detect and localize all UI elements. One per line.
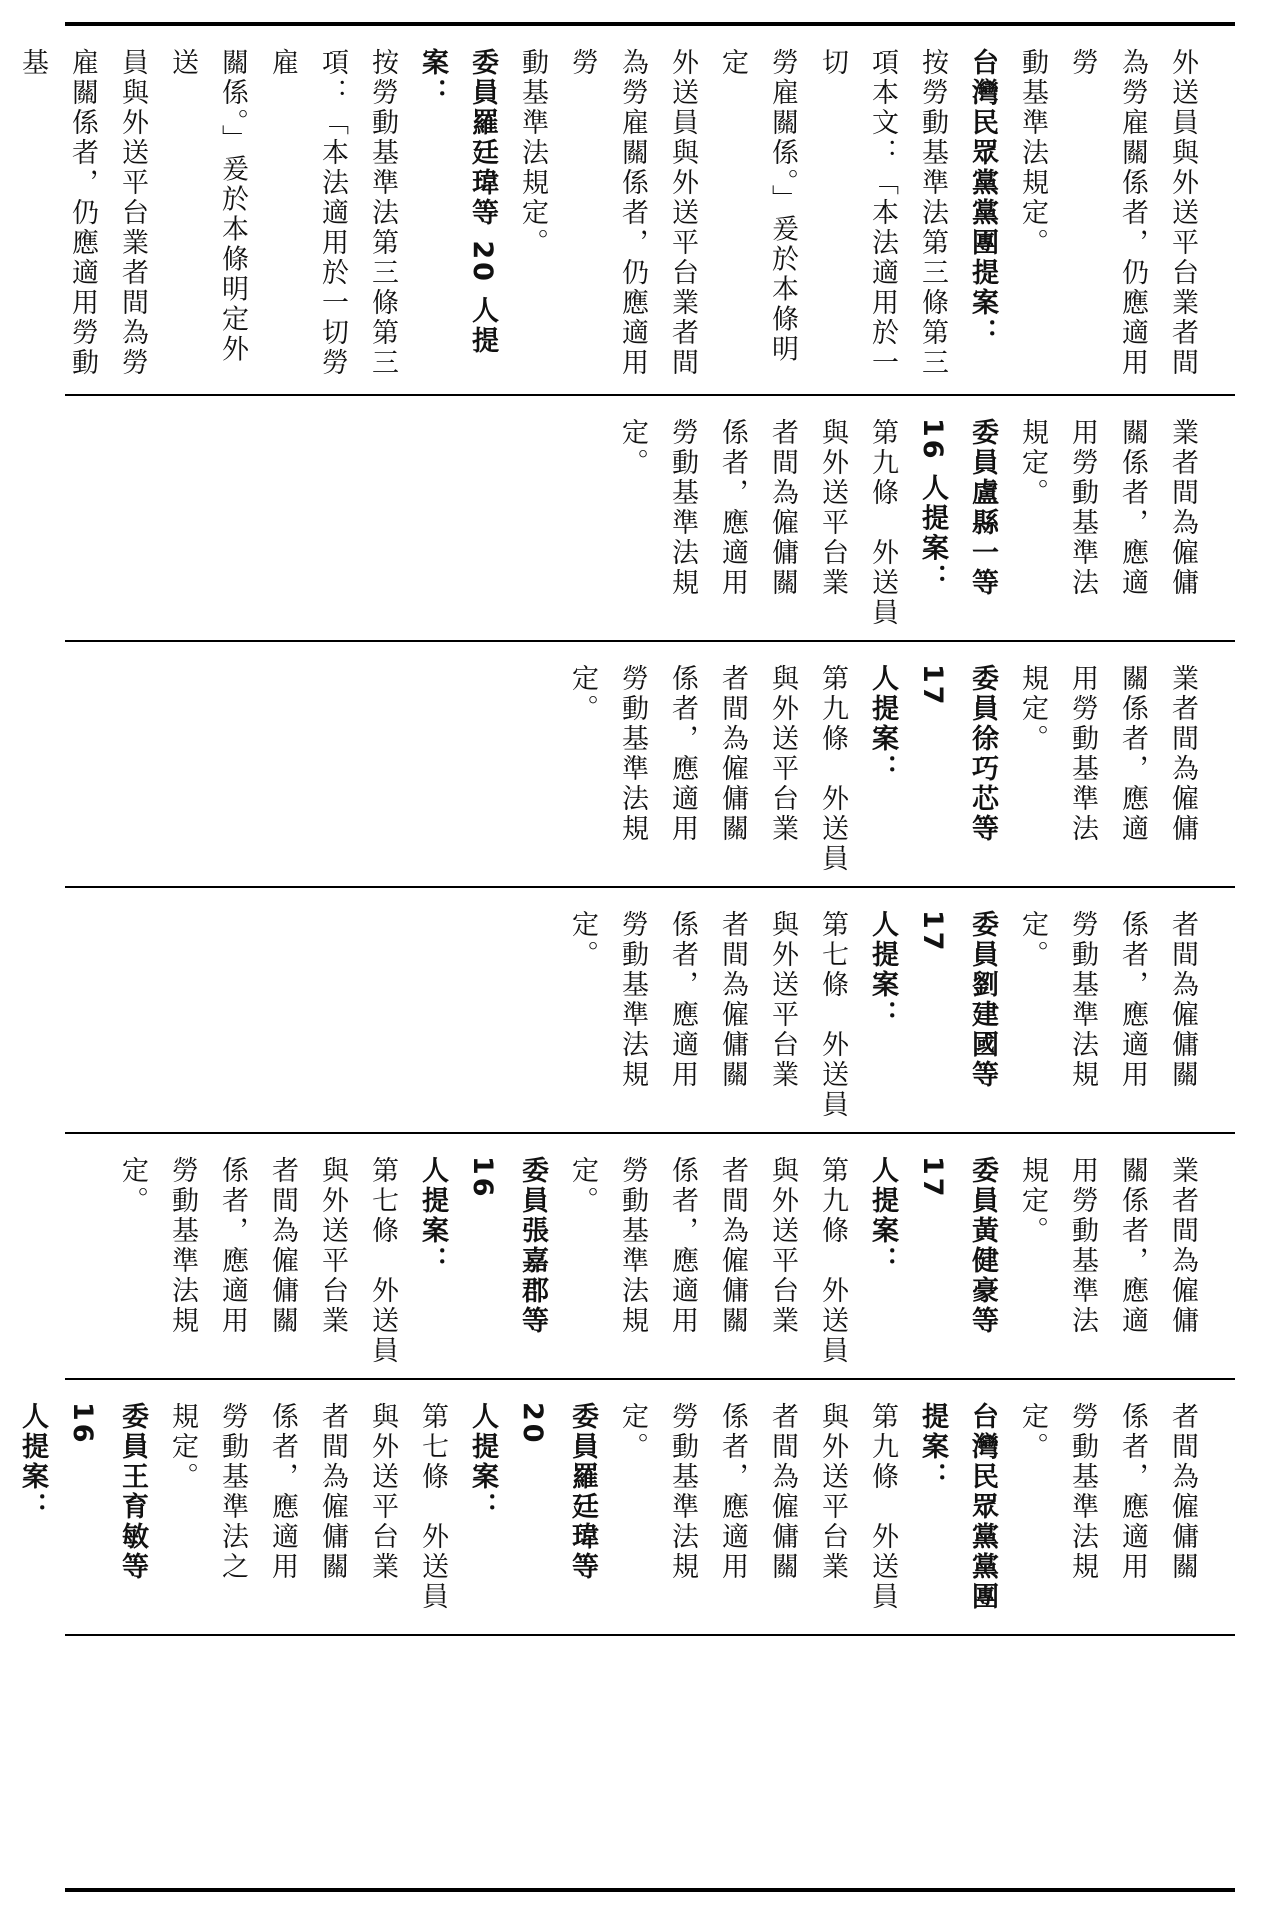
text-line: 規定。 [167,1402,198,1492]
proposal-heading: 16 人提案： [917,418,948,594]
text-line: 按勞動基準法第三條第三 [917,48,948,378]
table-row [65,1134,1235,1380]
text-line: 者間為僱傭關 [717,910,748,1090]
bottom-rule [65,1888,1235,1892]
text-line: 動基準法規定。 [1017,48,1048,258]
text-line: 與外送平台業 [367,1402,398,1582]
text-line: 員與外送平台業者間為勞 [117,48,148,378]
text-line: 係者，應適用 [217,1156,248,1336]
text-line: 第九條 外送員 [867,418,898,628]
text-line: 定。 [617,1402,648,1462]
proposal-heading: 台灣民眾黨黨團 [967,1402,998,1612]
text-line: 動基準法規定。 [517,48,548,258]
text-line: 與外送平台業 [767,1156,798,1336]
text-line: 用勞動基準法 [1067,664,1098,844]
text-line: 規定。 [1017,1156,1048,1246]
text-line: 與外送平台業 [767,664,798,844]
text-line: 第七條 外送員 [817,910,848,1120]
text-line: 第九條 外送員 [817,1156,848,1366]
text-line: 關係者，應適 [1117,664,1148,844]
text-line: 雇關係者，仍應適用勞動基 [17,48,98,378]
row-text [557,642,1235,886]
text-line: 者間為僱傭關 [317,1402,348,1582]
text-line: 與外送平台業 [767,910,798,1090]
proposal-heading: 委員羅廷瑋等 20 人提案： [417,48,498,357]
text-line: 者間為僱傭關 [717,664,748,844]
row-text [0,26,1235,394]
row-text [7,1380,1235,1634]
text-line: 係者，應適用 [267,1402,298,1582]
text-line: 第九條 外送員 [817,664,848,874]
text-line: 規定。 [1017,418,1048,508]
text-line: 定。 [567,664,598,724]
text-line: 項：「本法適用於一切勞雇 [267,48,348,378]
text-line: 者間為僱傭關 [767,1402,798,1582]
proposal-heading: 委員徐巧芯等 17 [917,664,998,844]
table-row [17,26,1235,396]
text-line: 定。 [567,1156,598,1216]
text-line: 係者，應適用 [667,664,698,844]
text-line: 與外送平台業 [317,1156,348,1336]
text-line: 者間為僱傭關 [717,1156,748,1336]
text-line: 定。 [117,1156,148,1216]
text-line: 勞動基準法規 [667,1402,698,1582]
text-line: 勞動基準法規 [1067,910,1098,1090]
text-line: 勞動基準法規 [167,1156,198,1336]
text-line [0,48,7,394]
text-line: 為勞雇關係者，仍應適用勞 [567,48,648,378]
proposal-heading: 人提案： [17,1402,48,1522]
proposal-heading: 台灣民眾黨黨團提案： [967,48,998,348]
text-line: 定。 [1017,1402,1048,1462]
text-line: 業者間為僱傭 [1167,664,1198,844]
proposal-heading: 委員張嘉郡等 16 [467,1156,548,1336]
proposal-heading: 委員黃健豪等 17 [917,1156,998,1336]
text-line: 用勞動基準法 [1067,1156,1098,1336]
proposal-heading: 委員盧縣一等 [967,418,998,598]
text-line: 業者間為僱傭 [1167,1156,1198,1336]
text-line: 係者，應適用 [667,1156,698,1336]
text-line: 勞動基準法規 [617,664,648,844]
text-line: 係者，應適用 [1117,1402,1148,1582]
text-line: 者間為僱傭關 [767,418,798,598]
text-line: 係者，應適用 [667,910,698,1090]
text-line: 用勞動基準法 [1067,418,1098,598]
proposal-heading: 委員羅廷瑋等 20 [517,1402,598,1582]
table-row [65,396,1235,642]
proposal-heading: 人提案： [867,1156,898,1276]
proposal-heading: 委員劉建國等 17 [917,910,998,1090]
text-line: 定。 [567,910,598,970]
text-line: 外送員與外送平台業者間 [667,48,698,378]
text-line: 勞動基準法規 [617,1156,648,1336]
text-line: 第九條 外送員 [867,1402,898,1612]
proposal-heading: 人提案： [867,664,898,784]
text-line: 勞動基準法之 [217,1402,248,1582]
text-line: 第七條 外送員 [367,1156,398,1366]
proposal-heading: 人提案： [417,1156,448,1276]
text-line: 者間為僱傭關 [1167,1402,1198,1582]
proposal-heading: 人提案： [867,910,898,1030]
text-line: 規定。 [1017,664,1048,754]
text-line: 係者，應適用 [717,418,748,598]
text-line: 勞動基準法規 [667,418,698,598]
proposal-heading: 委員王育敏等 16 [67,1402,148,1582]
text-line: 者間為僱傭關 [267,1156,298,1336]
text-line: 係者，應適用 [1117,910,1148,1090]
table-row [65,888,1235,1134]
text-line: 第七條 外送員 [417,1402,448,1612]
text-line: 關係。」爰於本條明定外送 [167,48,248,365]
text-line: 外送員與外送平台業者間 [1167,48,1198,378]
row-text [107,1134,1235,1378]
row-text [607,396,1235,640]
text-line: 按勞動基準法第三條第三 [367,48,398,378]
text-line: 項本文：「本法適用於一切 [817,48,898,378]
text-line: 為勞雇關係者，仍應適用勞 [1067,48,1148,378]
text-line: 係者，應適用 [717,1402,748,1582]
text-line: 者間為僱傭關 [1167,910,1198,1090]
text-line: 勞雇關係。」爰於本條明定 [717,48,798,365]
text-line: 定。 [617,418,648,478]
table-row [65,642,1235,888]
text-line: 業者間為僱傭 [1167,418,1198,598]
text-line: 關係者，應適 [1117,418,1148,598]
text-line: 勞動基準法規 [1067,1402,1098,1582]
text-line: 定。 [1017,910,1048,970]
text-line: 與外送平台業 [817,1402,848,1582]
text-line: 與外送平台業 [817,418,848,598]
row-text [557,888,1235,1132]
proposal-heading: 人提案： [467,1402,498,1522]
text-line: 關係者，應適 [1117,1156,1148,1336]
text-line: 勞動基準法規 [617,910,648,1090]
table-row [17,1380,1235,1636]
proposal-heading: 提案： [917,1402,948,1492]
